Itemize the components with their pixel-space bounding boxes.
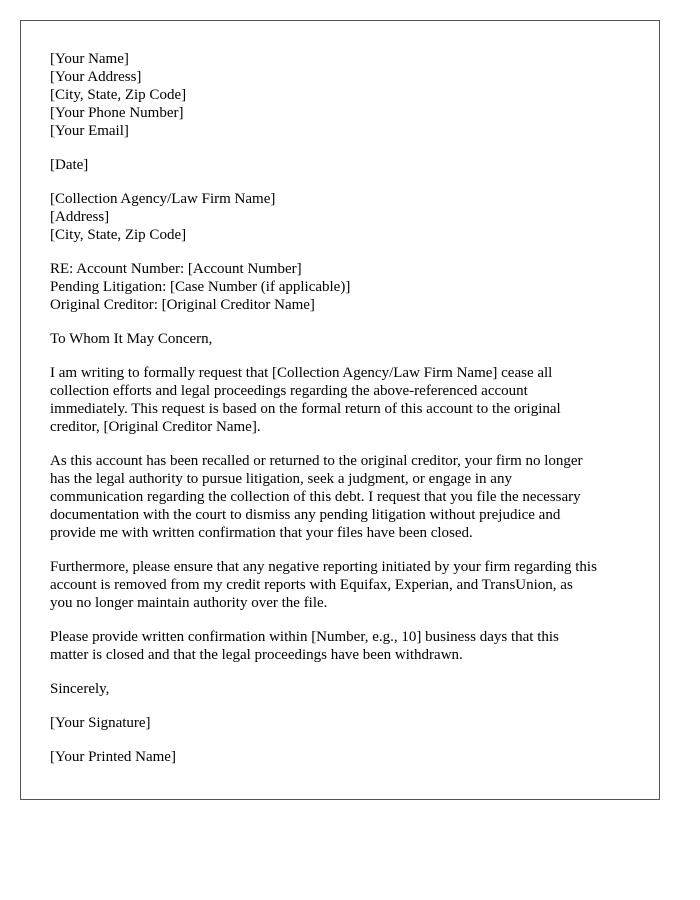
letter-content [50, 50, 640, 766]
paragraph-line: Furthermore, please ensure that any negative reporting initiated by your firm regarding this [50, 559, 597, 575]
recipient-city-state-zip: [City, State, Zip Code] [50, 227, 187, 243]
sender-block [50, 50, 640, 140]
paragraph-line: Please provide written confirmation within [Number, e.g., 10] business days that this [50, 629, 559, 645]
paragraph-line: immediately. This request is based on the formal return of this account to the original [50, 401, 561, 417]
paragraph-line: collection efforts and legal proceedings regarding the above-referenced account [50, 383, 528, 399]
recipient-address: [Address] [50, 209, 110, 225]
re-pending-litigation: Pending Litigation: [Case Number (if applicable)] [50, 279, 351, 295]
paragraph-line: has the legal authority to pursue litigation, seek a judgment, or engage in any [50, 471, 512, 487]
closing: Sincerely, [50, 681, 110, 697]
paragraph-line: account is removed from my credit reports with Equifax, Experian, and TransUnion, as [50, 577, 573, 593]
paragraph-line: creditor, [Original Creditor Name]. [50, 419, 261, 435]
paragraph-line: As this account has been recalled or returned to the original creditor, your firm no longer [50, 453, 583, 469]
paragraph-line: matter is closed and that the legal proceedings have been withdrawn. [50, 647, 463, 663]
paragraph-line: I am writing to formally request that [Collection Agency/Law Firm Name] cease all [50, 365, 553, 381]
sender-address: [Your Address] [50, 69, 142, 85]
sender-phone: [Your Phone Number] [50, 105, 184, 121]
signature: [Your Signature] [50, 715, 151, 731]
letter-date: [Date] [50, 157, 89, 173]
re-account-number: RE: Account Number: [Account Number] [50, 261, 302, 277]
sender-city-state-zip: [City, State, Zip Code] [50, 87, 187, 103]
body-paragraph-3 [50, 558, 640, 612]
paragraph-line: documentation with the court to dismiss any pending litigation without prejudice and [50, 507, 561, 523]
sender-name: [Your Name] [50, 51, 129, 67]
paragraph-line: provide me with written confirmation that your files have been closed. [50, 525, 473, 541]
recipient-block [50, 190, 640, 244]
letter-page [20, 20, 660, 800]
recipient-name: [Collection Agency/Law Firm Name] [50, 191, 276, 207]
re-original-creditor: Original Creditor: [Original Creditor Name] [50, 297, 315, 313]
body-paragraph-1 [50, 364, 640, 436]
body-paragraph-2 [50, 452, 640, 542]
salutation: To Whom It May Concern, [50, 331, 213, 347]
re-block [50, 260, 640, 314]
body-paragraph-4 [50, 628, 640, 664]
paragraph-line: you no longer maintain authority over the file. [50, 595, 328, 611]
sender-email: [Your Email] [50, 123, 129, 139]
printed-name: [Your Printed Name] [50, 749, 176, 765]
paragraph-line: communication regarding the collection of this debt. I request that you file the necessary [50, 489, 581, 505]
